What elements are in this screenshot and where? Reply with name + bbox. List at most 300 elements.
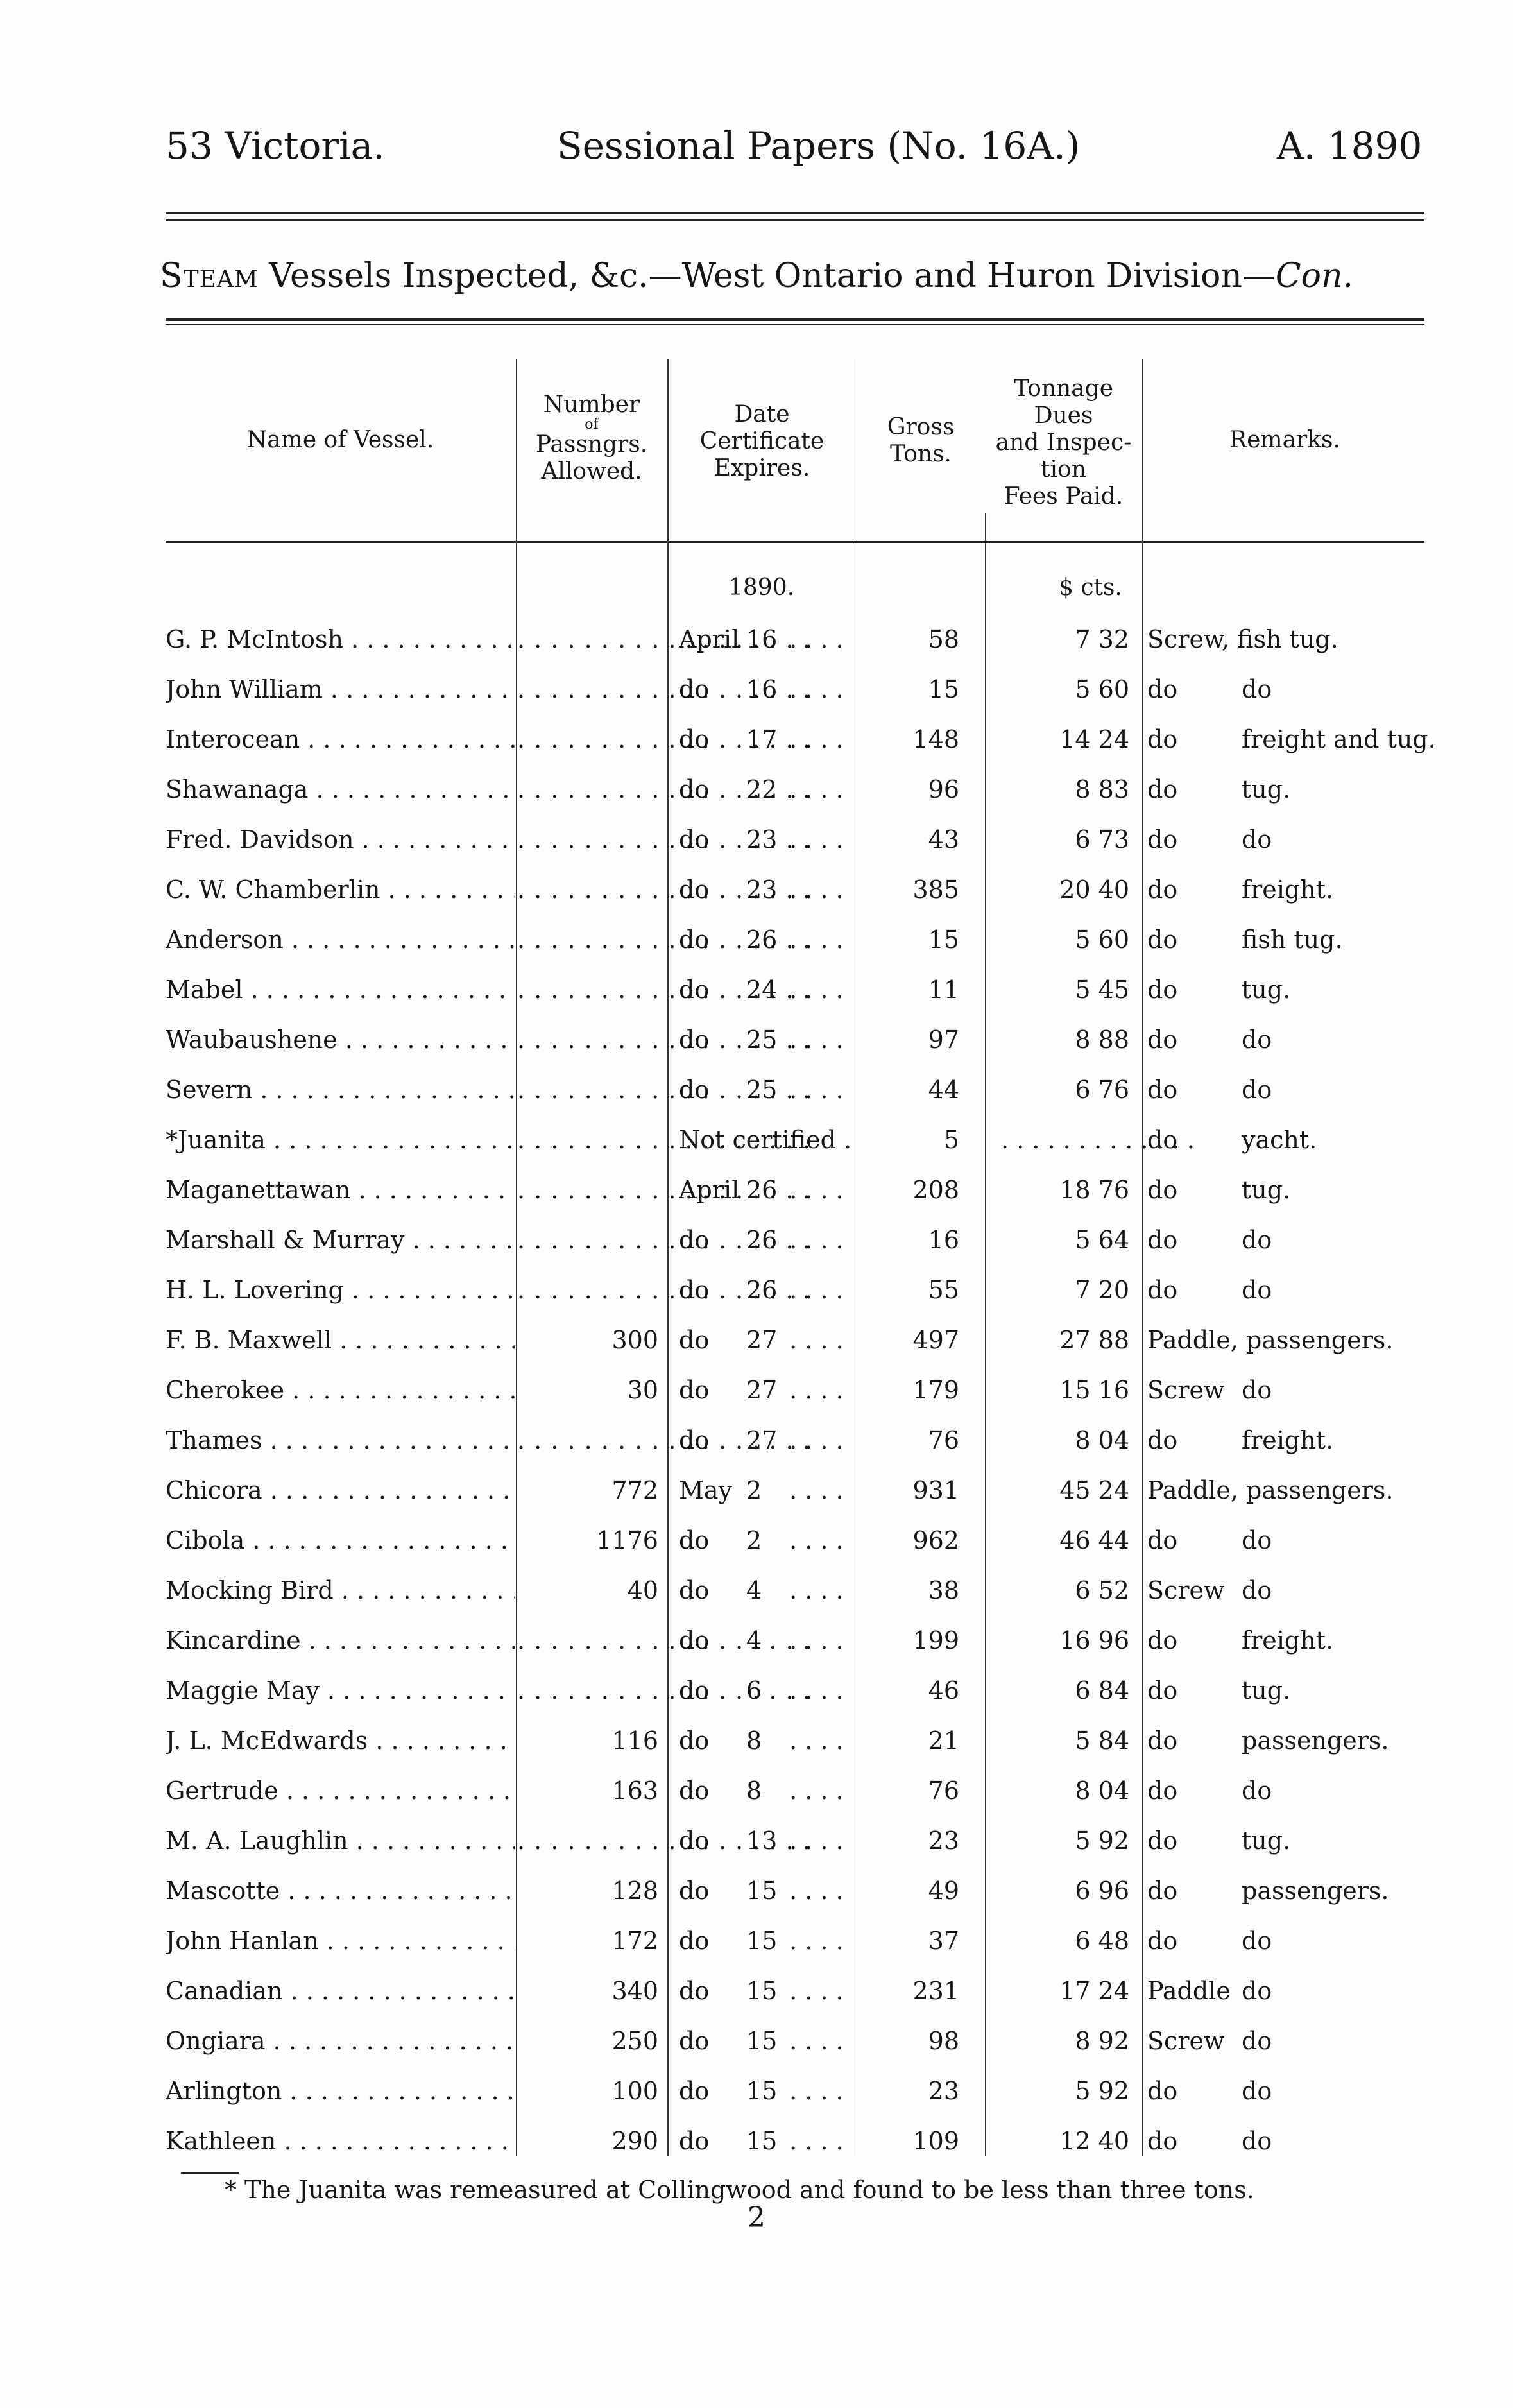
remarks-detail: tug. [1242,1827,1291,1855]
gross-tons: 55 [928,1276,959,1304]
certificate-expires [679,1426,853,1454]
passengers-allowed: 340 [611,1977,658,2005]
certificate-expires [679,1126,853,1154]
passengers-allowed [517,1126,658,1154]
expiry-day: 27 [746,1326,778,1354]
expiry-month: do [679,1927,710,1955]
gross-tons: 148 [912,725,959,753]
expiry-month: do [679,1026,710,1054]
certificate-expires [679,1526,853,1554]
passengers-allowed [517,675,658,703]
remarks-detail: passengers. [1242,1726,1389,1755]
remarks-type: Paddle, passengers. [1147,1326,1394,1354]
table-row [0,616,1513,666]
gross-tons: 96 [928,775,959,804]
gross-tons: 43 [928,825,959,854]
dues-paid: 20 40 [1059,875,1129,904]
dues-paid: 15 16 [1059,1376,1129,1404]
remarks-type: do [1147,725,1178,753]
dues-paid: 8 88 [1075,1026,1129,1054]
remarks-detail: do [1242,1927,1272,1955]
expiry-day: 6 [746,1676,762,1705]
passengers-allowed [517,1676,658,1705]
expiry-month: Not certified [679,1126,836,1154]
dues-paid: 8 83 [1075,775,1129,804]
vessel-name: John Hanlan . . . [166,1927,515,1955]
vessel-name: John William . . . [166,675,515,703]
expiry-month: May [679,1476,733,1504]
passengers-allowed [517,1276,658,1304]
expiry-month: do [679,675,710,703]
remarks-type: do [1147,1126,1178,1154]
vessel-name: J. L. McEdwards . . . [166,1726,515,1755]
expiry-month: do [679,1576,710,1604]
expiry-day: 26 [746,1176,778,1204]
certificate-expires [679,1626,853,1655]
col-passengers-line: Number [543,391,640,418]
expiry-month: do [679,1827,710,1855]
expiry-month: do [679,1276,710,1304]
table-title-text: Vessels Inspected, &c.—West Ontario and Huron Division— [258,257,1276,295]
vessel-name: Gertrude . . . [166,1776,515,1805]
remarks-type: do [1147,775,1178,804]
expiry-day: 2 [746,1476,762,1504]
col-date-line: Date [734,401,790,427]
col-gross-header [860,414,982,468]
certificate-expires [679,1376,853,1404]
header-rule-bottom [166,219,1424,221]
passengers-allowed: 100 [611,2077,658,2105]
gross-tons: 962 [912,1526,959,1554]
col-date-line: Expires. [714,455,810,481]
table-row [0,1417,1513,1467]
dues-paid: 8 04 [1075,1776,1129,1805]
table-row [0,666,1513,716]
remarks-detail: do [1242,1026,1272,1054]
certificate-expires [679,1026,853,1054]
certificate-expires [679,725,853,753]
remarks-type: do [1147,2077,1178,2105]
remarks-type: do [1147,1276,1178,1304]
dues-paid: 6 76 [1075,1076,1129,1104]
vessel-name: Ongiara . . . [166,2027,515,2055]
expiry-month: do [679,1977,710,2005]
passengers-allowed [517,1226,658,1254]
expiry-month: do [679,925,710,954]
dues-paid: 45 24 [1059,1476,1129,1504]
remarks-type: do [1147,875,1178,904]
passengers-allowed: 772 [611,1476,658,1504]
gross-tons: 231 [912,1977,959,2005]
table-row [0,1617,1513,1667]
passengers-allowed [517,976,658,1004]
col-name-header: Name of Vessel. [246,427,434,453]
passengers-allowed: 40 [627,1576,658,1604]
vessel-name: Arlington . . . [166,2077,515,2105]
remarks-type: do [1147,1927,1178,1955]
passengers-allowed [517,1076,658,1104]
table-row [0,967,1513,1017]
expiry-month: do [679,875,710,904]
remarks-detail: freight. [1242,875,1334,904]
header-left: 53 Victoria. [166,124,385,168]
vessel-name: Maganettawan . . . [166,1176,515,1204]
expiry-month: do [679,2077,710,2105]
remarks-detail: do [1242,1376,1272,1404]
dues-paid: 14 24 [1059,725,1129,753]
dues-paid: 18 76 [1059,1176,1129,1204]
passengers-allowed: 290 [611,2127,658,2155]
passengers-allowed: 128 [611,1877,658,1905]
gross-tons: 199 [912,1626,959,1655]
expiry-month: do [679,775,710,804]
dues-paid: 5 92 [1075,1827,1129,1855]
dues-paid: 5 60 [1075,675,1129,703]
remarks-type: do [1147,1426,1178,1454]
certificate-expires [679,976,853,1004]
title-rule-thick [166,318,1424,321]
table-row [0,866,1513,916]
remarks-detail: yacht. [1242,1126,1317,1154]
passengers-allowed: 250 [611,2027,658,2055]
remarks-detail: do [1242,2127,1272,2155]
table-row [0,816,1513,866]
certificate-expires [679,1927,853,1955]
expiry-day: 4 [746,1626,762,1655]
table-row [0,1217,1513,1267]
dues-paid: 6 48 [1075,1927,1129,1955]
dues-units-label: $ cts. [1059,574,1122,601]
gross-tons: 76 [928,1776,959,1805]
gross-tons: 21 [928,1726,959,1755]
dues-paid: 7 32 [1075,625,1129,653]
col-dues-header [985,375,1142,510]
remarks-type: do [1147,1626,1178,1655]
vessel-name: H. L. Lovering . . . [166,1276,515,1304]
header-rule-top [166,212,1424,214]
certificate-expires [679,1827,853,1855]
expiry-day: 13 [746,1827,778,1855]
remarks-detail: passengers. [1242,1877,1389,1905]
gross-tons: 5 [943,1126,959,1154]
remarks-detail: do [1242,1576,1272,1604]
passengers-allowed [517,1176,658,1204]
remarks-type: do [1147,1176,1178,1204]
expiry-month: do [679,976,710,1004]
certificate-expires [679,1326,853,1354]
gross-tons: 76 [928,1426,959,1454]
gross-tons: 58 [928,625,959,653]
dues-paid: 17 24 [1059,1977,1129,2005]
table-row [0,2118,1513,2168]
dues-paid: 16 96 [1059,1626,1129,1655]
vessel-name: Marshall & Murray . . . [166,1226,515,1254]
table-row [0,1367,1513,1417]
vessel-name: F. B. Maxwell . . . [166,1326,515,1354]
vessel-name: Maggie May . . . [166,1676,515,1705]
col-passengers-line: Allowed. [541,458,642,485]
table-row [0,2068,1513,2118]
col-dues-line: Dues [1034,402,1093,429]
expiry-day: 2 [746,1526,762,1554]
vessel-name: Mabel . . . [166,976,515,1004]
expiry-day: 15 [746,1927,778,1955]
expiry-day: 4 [746,1576,762,1604]
expiry-month: do [679,825,710,854]
certificate-expires [679,2127,853,2155]
expiry-month: do [679,1426,710,1454]
col-gross-line: Tons. [890,441,952,467]
table-row [0,1067,1513,1117]
certificate-expires [679,1977,853,2005]
passengers-allowed [517,625,658,653]
expiry-day: 25 [746,1076,778,1104]
remarks-detail: do [1242,1776,1272,1805]
passengers-allowed [517,875,658,904]
gross-tons: 15 [928,675,959,703]
passengers-allowed: 300 [611,1326,658,1354]
col-dues-line: Fees Paid. [1004,483,1124,510]
col-dues-line: and Inspec- [995,429,1132,456]
passengers-allowed [517,1827,658,1855]
vessel-name: Thames . . . [166,1426,515,1454]
gross-tons: 16 [928,1226,959,1254]
dues-paid: 6 52 [1075,1576,1129,1604]
remarks-detail: do [1242,825,1272,854]
remarks-detail: do [1242,675,1272,703]
passengers-allowed [517,825,658,854]
gross-tons: 109 [912,2127,959,2155]
passengers-allowed [517,925,658,954]
dues-paid: 6 73 [1075,825,1129,854]
header-right: A. 1890 [1277,124,1423,168]
expiry-day: 15 [746,1877,778,1905]
vessel-name: Severn . . . [166,1076,515,1104]
remarks-type: Screw [1147,2027,1225,2055]
certificate-expires [679,625,853,653]
table-row [0,1117,1513,1167]
gross-tons: 46 [928,1676,959,1705]
expiry-month: do [679,725,710,753]
table-row [0,1918,1513,1968]
table-title-italic: Con. [1275,257,1354,295]
certificate-expires [679,925,853,954]
gross-tons: 98 [928,2027,959,2055]
expiry-day: 16 [746,675,778,703]
remarks-type: do [1147,1026,1178,1054]
table-row [0,1467,1513,1517]
expiry-month: do [679,1726,710,1755]
expiry-month: do [679,1226,710,1254]
expiry-day: 24 [746,976,778,1004]
gross-tons: 385 [912,875,959,904]
dues-paid: 27 88 [1059,1326,1129,1354]
certificate-expires [679,1476,853,1504]
remarks-detail: do [1242,1526,1272,1554]
expiry-day: 26 [746,1226,778,1254]
footnote: * The Juanita was remeasured at Collingwood and found to be less than three tons. [225,2176,1254,2204]
gross-tons: 37 [928,1927,959,1955]
col-dues-line: tion [1041,456,1086,483]
expiry-day: 26 [746,1276,778,1304]
remarks-type: do [1147,925,1178,954]
dues-paid: 8 04 [1075,1426,1129,1454]
vessel-name: Cibola . . . [166,1526,515,1554]
table-row [0,2018,1513,2068]
certificate-expires [679,875,853,904]
expiry-day: 15 [746,2127,778,2155]
remarks-detail: do [1242,1977,1272,2005]
header-bottom-rule [166,541,1424,543]
year-label: 1890. [728,574,795,601]
col-passengers-header [517,391,666,485]
remarks-type: do [1147,1726,1178,1755]
vessel-name: Chicora . . . [166,1476,515,1504]
expiry-day: 27 [746,1426,778,1454]
gross-tons: 23 [928,2077,959,2105]
remarks-detail: freight. [1242,1626,1334,1655]
expiry-month: do [679,1877,710,1905]
vessel-name: *Juanita . . . [166,1126,515,1154]
col-gross-line: Gross [887,414,955,440]
dues-paid [1001,1126,1129,1154]
table-row [0,1267,1513,1317]
remarks-detail: freight and tug. [1242,725,1436,753]
remarks-detail: tug. [1242,775,1291,804]
expiry-month: April [679,625,740,653]
vessel-name: Waubaushene . . . [166,1026,515,1054]
vessel-name: Cherokee . . . [166,1376,515,1404]
remarks-type: do [1147,1877,1178,1905]
vessel-name: Mascotte . . . [166,1877,515,1905]
passengers-allowed [517,1026,658,1054]
remarks-type: Screw, fish tug. [1147,625,1338,653]
table-title-smallcaps: Steam [159,257,259,295]
table-row [0,1017,1513,1067]
dues-paid: 5 64 [1075,1226,1129,1254]
certificate-expires [679,1076,853,1104]
remarks-detail: tug. [1242,1176,1291,1204]
col-passengers-line: Passngrs. [535,431,648,458]
gross-tons: 44 [928,1076,959,1104]
remarks-detail: do [1242,1076,1272,1104]
passengers-allowed [517,1626,658,1655]
remarks-detail: do [1242,2077,1272,2105]
certificate-expires [679,675,853,703]
passengers-allowed: 30 [627,1376,658,1404]
gross-tons: 497 [912,1326,959,1354]
footnote-rule [181,2172,239,2174]
vessel-name: G. P. McIntosh . . . [166,625,515,653]
passengers-allowed: 172 [611,1927,658,1955]
col-date-header [667,401,857,482]
remarks-type: do [1147,1526,1178,1554]
vessel-name: Interocean . . . [166,725,515,753]
dues-paid: 5 45 [1075,976,1129,1004]
remarks-detail: do [1242,2027,1272,2055]
table-row [0,916,1513,967]
dues-paid: 5 60 [1075,925,1129,954]
gross-tons: 38 [928,1576,959,1604]
passengers-allowed [517,725,658,753]
gross-tons: 23 [928,1827,959,1855]
table-title [0,257,1513,295]
title-rule-thin [166,324,1424,325]
dues-paid: 8 92 [1075,2027,1129,2055]
passengers-allowed: 163 [611,1776,658,1805]
passengers-allowed: 1176 [596,1526,658,1554]
table-row [0,1317,1513,1367]
dues-paid: 6 96 [1075,1877,1129,1905]
vessel-name: C. W. Chamberlin . . . [166,875,515,904]
remarks-type: do [1147,1827,1178,1855]
remarks-type: do [1147,1676,1178,1705]
expiry-day: 23 [746,825,778,854]
page-number: 2 [748,2201,765,2234]
remarks-detail: freight. [1242,1426,1334,1454]
dues-paid: 5 92 [1075,2077,1129,2105]
vessel-name: Anderson . . . [166,925,515,954]
expiry-month: do [679,1776,710,1805]
table-row [0,1968,1513,2018]
gross-tons: 208 [912,1176,959,1204]
vessel-name: M. A. Laughlin . . . [166,1827,515,1855]
expiry-day: 17 [746,725,778,753]
dues-paid: 6 84 [1075,1676,1129,1705]
header-center: Sessional Papers (No. 16A.) [557,124,1081,168]
remarks-type: Paddle, passengers. [1147,1476,1394,1504]
expiry-month: do [679,1526,710,1554]
certificate-expires [679,1226,853,1254]
table-row [0,1717,1513,1767]
dues-paid: 7 20 [1075,1276,1129,1304]
table-row [0,1567,1513,1617]
remarks-detail: do [1242,1276,1272,1304]
remarks-type: do [1147,1226,1178,1254]
col-dues-line: Tonnage [1013,375,1114,402]
expiry-day: 15 [746,1977,778,2005]
remarks-type: do [1147,825,1178,854]
certificate-expires [679,1576,853,1604]
expiry-day: 25 [746,1026,778,1054]
vessel-name: Kathleen . . . [166,2127,515,2155]
gross-tons: 15 [928,925,959,954]
expiry-month: do [679,1076,710,1104]
dues-paid: 46 44 [1059,1526,1129,1554]
dues-paid: 5 84 [1075,1726,1129,1755]
gross-tons: 49 [928,1877,959,1905]
vessel-name: Fred. Davidson . . . [166,825,515,854]
vessel-name: Mocking Bird . . . [166,1576,515,1604]
expiry-month: April [679,1176,740,1204]
col-passengers-line: of [585,417,599,433]
expiry-day: 26 [746,925,778,954]
certificate-expires [679,775,853,804]
expiry-day: 16 [746,625,778,653]
passengers-allowed [517,775,658,804]
remarks-type: do [1147,976,1178,1004]
remarks-type: do [1147,1076,1178,1104]
col-date-line: Certificate [699,428,825,454]
certificate-expires [679,1676,853,1705]
vessel-name: Kincardine . . . [166,1626,515,1655]
table-row [0,766,1513,816]
remarks-type: Screw [1147,1576,1225,1604]
certificate-expires [679,2027,853,2055]
remarks-type: do [1147,2127,1178,2155]
expiry-day: 27 [746,1376,778,1404]
remarks-detail: do [1242,1226,1272,1254]
